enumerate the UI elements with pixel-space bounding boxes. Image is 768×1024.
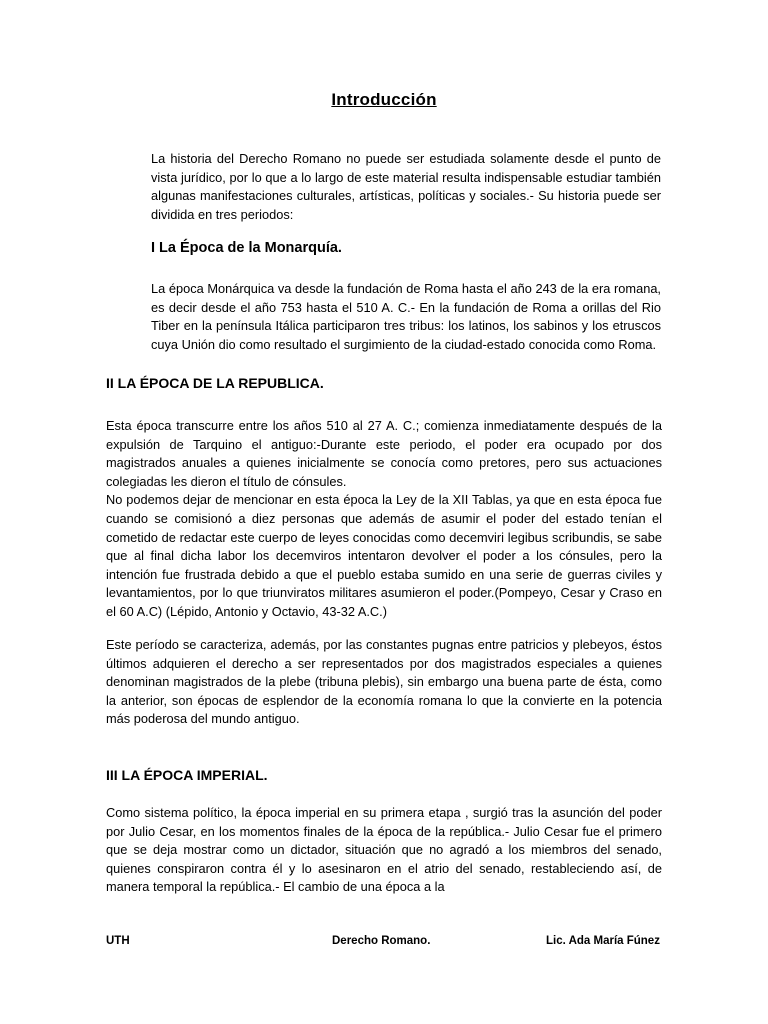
footer-author: Lic. Ada María Fúnez bbox=[546, 935, 660, 947]
paragraph-republica-2: Este período se caracteriza, además, por las constantes pugnas entre patricios y plebeyos, éstos últimos adquieren el derecho a ser representados por dos magistrados especiales a quienes denominan magistrados de la plebe (tribuna plebis), sin embargo una buena parte de ésta, como la anterior, son épocas de esplendor de la economía romana lo que la convierte en la potencia más poderosa del mundo antiguo. bbox=[106, 637, 662, 727]
paragraph-republica-1: Esta época transcurre entre los años 510 al 27 A. C.; comienza inmediatamente después de la expulsión de Tarquino el antiguo:-Durante este periodo, el poder era ocupado por dos magistrados anuales a quienes inicialmente se conocía como pretores, pero sus actuaciones colegiadas les dieron el título de cónsules. No podemos dejar de mencionar en esta época la Ley de la XII Tablas, ya que en esta época fue cuando se comisionó a diez personas que además de asumir el poder del estado tenían el cometido de redactar este cuerpo de leyes conocidas como decemviri legibus scribundis, se sabe que al final dicha labor los decemviros intentaron devolver el poder a los cónsules, pero la intención fue frustrada debido a que el pueblo estaba sumido en una serie de guerras civiles y levantamientos, por lo que triunviratos militares asumieron el poder.(Pompeyo, Cesar y Craso en el 60 A.C) (Lépido, Antonio y Octavio, 43-32 A.C.) bbox=[106, 418, 662, 619]
paragraph-imperial: Como sistema político, la época imperial en su primera etapa , surgió tras la asunción del poder por Julio Cesar, en los momentos finales de la época de la república.- Julio Cesar fue el primero que se deja mostrar como un dictador, situación que no agradó a los miembros del senado, quienes conspiraron contra él y lo asesinaron en el atrio del senado, restableciendo así, de manera temporal la república.- El cambio de una época a la bbox=[106, 805, 662, 895]
section-heading-monarquia: I La Época de la Monarquía. bbox=[151, 240, 342, 256]
section-heading-imperial: III LA ÉPOCA IMPERIAL. bbox=[106, 767, 268, 783]
footer-institution: UTH bbox=[106, 935, 130, 947]
section-heading-republica: II LA ÉPOCA DE LA REPUBLICA. bbox=[106, 375, 324, 391]
page-title: Introducción bbox=[331, 90, 437, 109]
intro-paragraph: La historia del Derecho Romano no puede ser estudiada solamente desde el punto de vista jurídico, por lo que a lo largo de este material resulta indispensable estudiar también algunas manifestaciones culturales, artísticas, políticas y sociales.- Su historia puede ser dividida en tres periodos: bbox=[151, 151, 661, 222]
footer-course: Derecho Romano. bbox=[332, 935, 431, 947]
paragraph-monarquia: La época Monárquica va desde la fundación de Roma hasta el año 243 de la era romana, es decir desde el año 753 hasta el 510 A. C.- En la fundación de Roma a orillas del Rio Tiber en la península Itálica participaron tres tribus: los latinos, los sabinos y los etruscos cuya Unión dio como resultado el surgimiento de la ciudad-estado conocida como Roma. bbox=[151, 281, 661, 352]
